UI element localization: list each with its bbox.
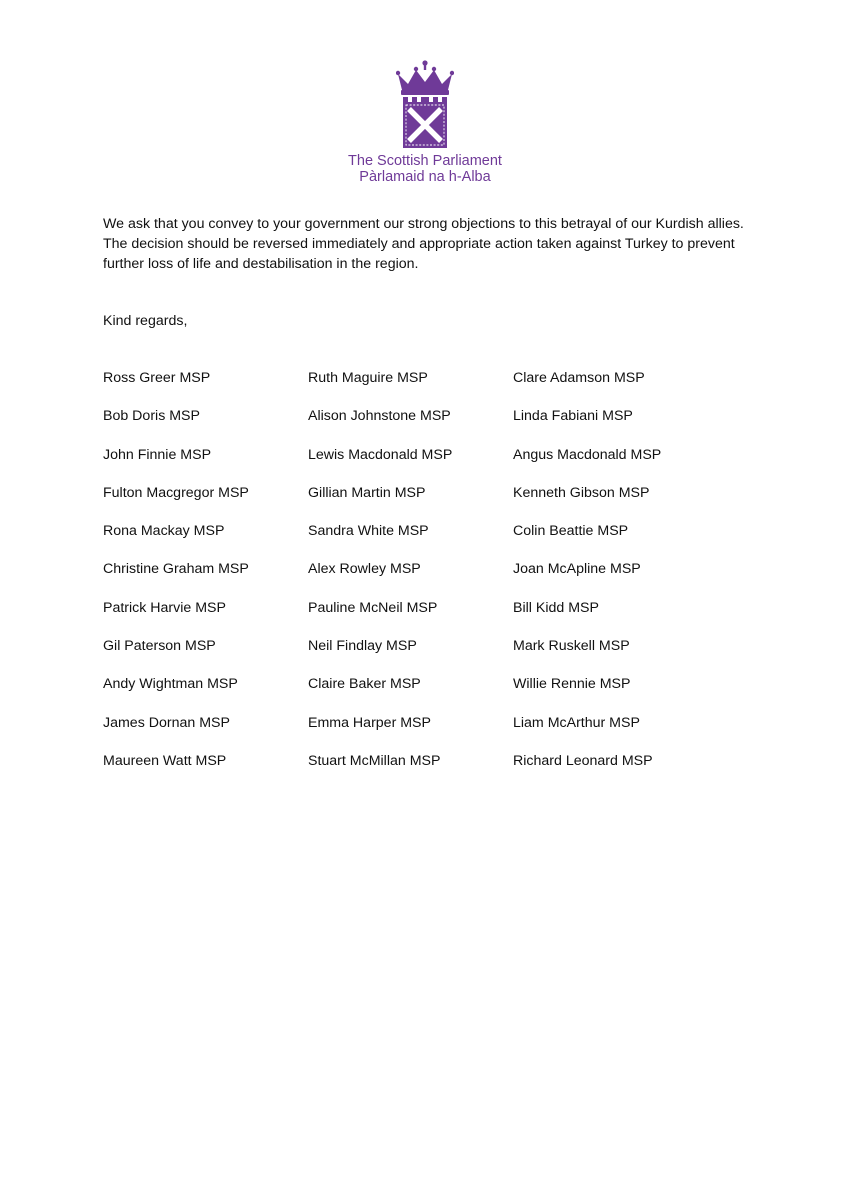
signatory-name: Alison Johnstone MSP (308, 408, 451, 425)
signatory-name: Rona Mackay MSP (103, 523, 225, 540)
signatories-list (103, 368, 723, 789)
signatory-name: Bob Doris MSP (103, 408, 200, 425)
signatory-name: Colin Beattie MSP (513, 523, 629, 540)
signatory-name: Gillian Martin MSP (308, 484, 426, 501)
signatory-name: Pauline McNeil MSP (308, 599, 438, 616)
signatory-name: Mark Ruskell MSP (513, 638, 630, 655)
signatory-name: Andy Wightman MSP (103, 676, 238, 693)
signatory-name: Alex Rowley MSP (308, 561, 421, 578)
logo-line-english: The Scottish Parliament (348, 153, 502, 169)
signatory-name: Stuart McMillan MSP (308, 752, 441, 769)
signatory-name: Ruth Maguire MSP (308, 370, 428, 386)
logo-line-gaelic: Pàrlamaid na h-Alba (359, 169, 491, 185)
signatory-name: Linda Fabiani MSP (513, 408, 633, 425)
signatory-name: Liam McArthur MSP (513, 714, 640, 731)
signatory-name: John Finnie MSP (103, 446, 212, 463)
signatory-name: Lewis Macdonald MSP (308, 446, 453, 463)
logo-wordmark (340, 153, 510, 185)
signatory-name: Neil Findlay MSP (308, 638, 417, 655)
signatory-name: Emma Harper MSP (308, 714, 431, 731)
signatory-name: Kenneth Gibson MSP (513, 484, 650, 501)
letter-closing: Kind regards, (103, 313, 188, 329)
signatory-name: Christine Graham MSP (103, 561, 249, 578)
signatory-name: Gil Paterson MSP (103, 638, 216, 655)
signatory-name: Bill Kidd MSP (513, 599, 599, 616)
signatory-name: Richard Leonard MSP (513, 752, 653, 769)
signatory-name: Angus Macdonald MSP (513, 446, 662, 463)
signatory-name: Clare Adamson MSP (513, 370, 645, 386)
signatory-name: Fulton Macgregor MSP (103, 484, 249, 501)
letter-paragraph: We ask that you convey to your government our strong objections to this betrayal of our Kurdish allies. The decision should be reversed immediately and appropriate action taken against Turkey to prevent further loss of life and destabilisation in the region. (103, 216, 744, 272)
signatory-name: Ross Greer MSP (103, 370, 211, 386)
parliament-logo (340, 60, 510, 190)
signatory-name: Sandra White MSP (308, 523, 429, 540)
signatory-name: Claire Baker MSP (308, 676, 421, 693)
signatory-name: Willie Rennie MSP (513, 676, 631, 693)
signatory-name: Joan McApline MSP (513, 561, 641, 578)
signatory-name: Patrick Harvie MSP (103, 599, 226, 616)
signatory-name: James Dornan MSP (103, 714, 230, 731)
crown-saltire-emblem-icon (396, 60, 454, 152)
signatory-name: Maureen Watt MSP (103, 752, 227, 769)
